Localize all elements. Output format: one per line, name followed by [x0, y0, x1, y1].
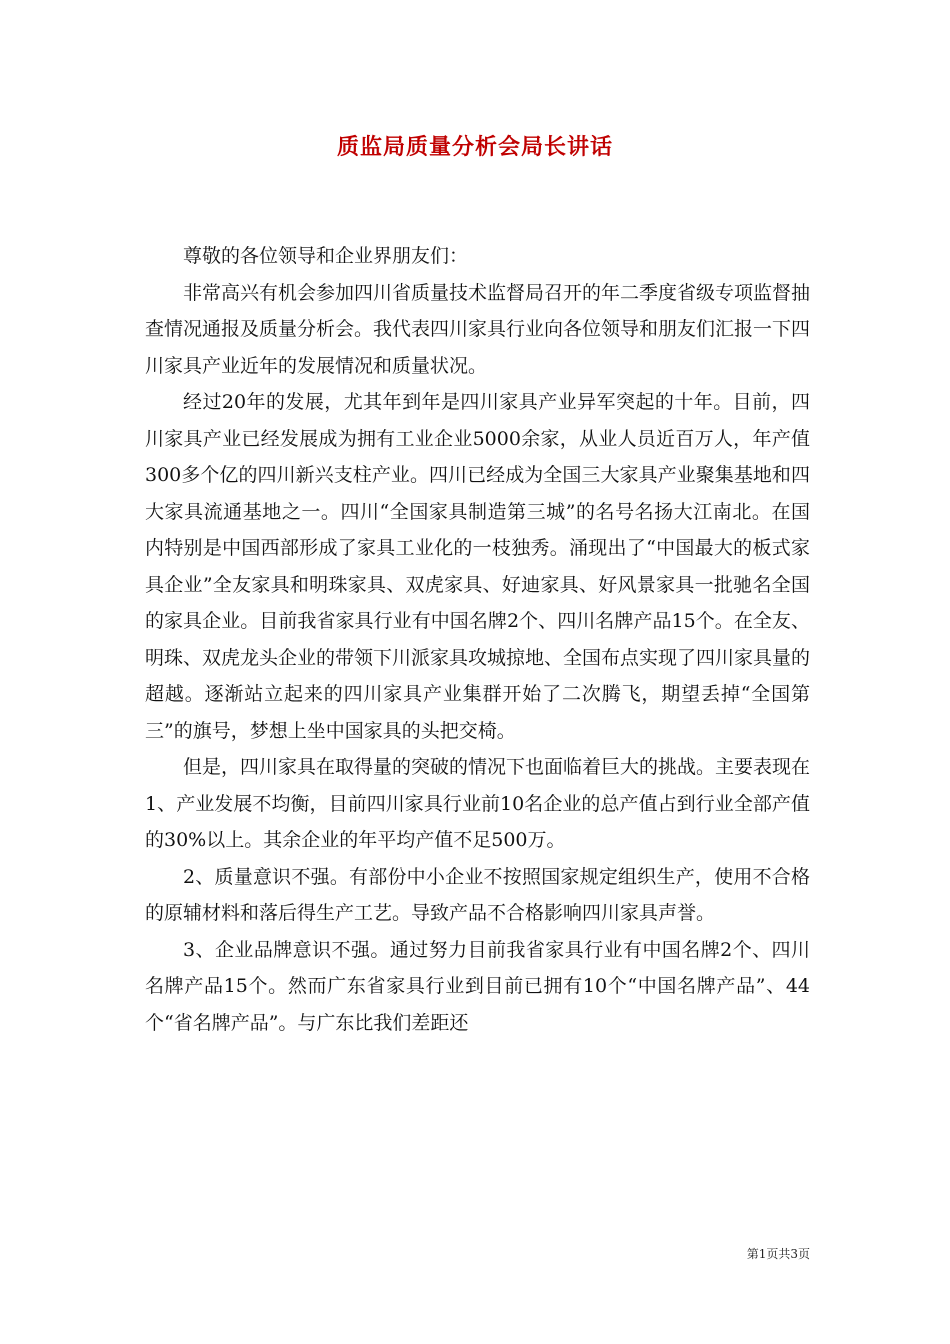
document-title: 质监局质量分析会局长讲话	[336, 134, 613, 160]
body-paragraph: 非常高兴有机会参加四川省质量技术监督局召开的年二季度省级专项监督抽查情况通报及质量分析会。我代表四川家具行业向各位领导和朋友们汇报一下四川家具产业近年的发展情况和质量状况。	[145, 281, 811, 377]
body-paragraph: 经过20年的发展，尤其年到年是四川家具产业异军突起的十年。目前，四川家具产业已经发展成为拥有工业企业5000余家，从业人员近百万人，年产值300多个亿的四川新兴支柱产业。四川已经成为全国三大家具产业聚集基地和四大家具流通基地之一。四川“全国家具制造第三城”的名号名扬大江南北。在国内特别是中国西部形成了家具工业化的一枝独秀。涌现出了“中国最大的板式家具企业”全友家具和明珠家具、双虎家具、好迪家具、好风景家具一批驰名全国的家具企业。目前我省家具行业有中国名牌2个、四川名牌产品15个。在全友、明珠、双虎龙头企业的带领下川派家具攻城掠地、全国布点实现了四川家具量的超越。逐渐站立起来的四川家具产业集群开始了二次腾飞，期望丢掉“全国第三”的旗号，梦想上坐中国家具的头把交椅。	[145, 391, 811, 742]
page-number-footer: 第1页共3页	[746, 1247, 810, 1261]
body-paragraph: 2、质量意识不强。有部份中小企业不按照国家规定组织生产，使用不合格的原辅材料和落后得生产工艺。导致产品不合格影响四川家具声誉。	[145, 865, 810, 924]
salutation-paragraph: 尊敬的各位领导和企业界朋友们：	[183, 245, 469, 267]
body-paragraph: 但是，四川家具在取得量的突破的情况下也面临着巨大的挑战。主要表现在1、产业发展不均衡，目前四川家具行业前10名企业的总产值占到行业全部产值的30%以上。其余企业的年平均产值不足500万。	[145, 756, 811, 851]
document-body	[145, 238, 810, 1041]
body-paragraph: 3、企业品牌意识不强。通过努力目前我省家具行业有中国名牌2个、四川名牌产品15个。然而广东省家具行业到目前已拥有10个“中国名牌产品”、44个“省名牌产品”。与广东比我们差距还	[145, 938, 810, 1034]
